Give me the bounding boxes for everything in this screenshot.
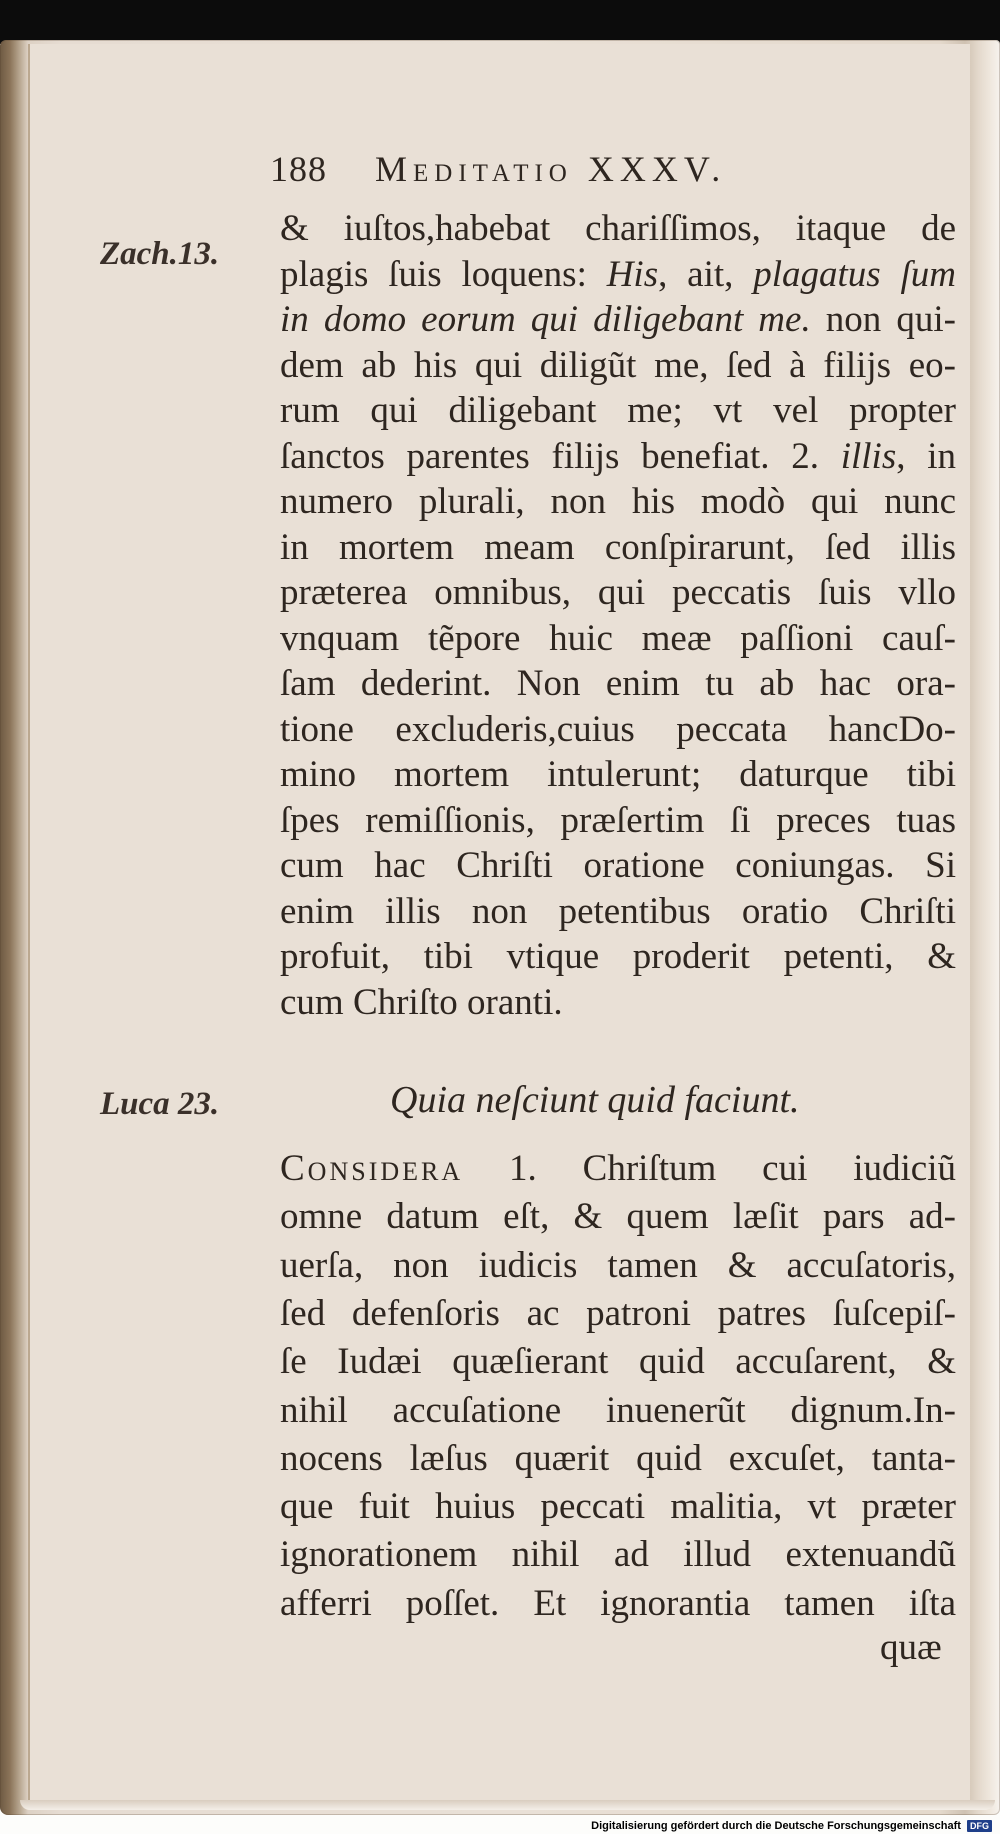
text-run: ignorationem nihil ad illud extenuandũ <box>280 1534 956 1576</box>
text-run: cum Chriſto oranti. <box>280 981 563 1023</box>
text-run: ſam dederint. Non enim tu ab hac ora- <box>280 663 956 704</box>
text-line <box>280 752 956 798</box>
text-line <box>280 1291 956 1337</box>
text-run: 1. Chriſtum cui iudiciũ <box>463 1148 956 1189</box>
text-run: ſed defenſoris ac patroni patres ſuſcepiſ- <box>280 1292 956 1334</box>
text-run: que fuit huius peccati malitia, vt præter <box>280 1486 956 1528</box>
text-run: tione excluderis,cuius peccata hancDo- <box>280 708 956 750</box>
text-line <box>280 1532 956 1578</box>
text-line <box>280 1581 956 1627</box>
text-run: , in <box>896 435 956 477</box>
text-line <box>280 206 956 252</box>
text-run: ſanctos parentes filijs benefiat. 2. <box>280 435 841 477</box>
text-run: & iuſtos,habebat chariſſimos, itaque de <box>280 208 956 249</box>
text-run: cum hac Chriſti oratione coniungas. Si <box>280 845 956 886</box>
text-line <box>280 1339 956 1385</box>
section-subheading: Quia neſciunt quid faciunt. <box>390 1079 800 1121</box>
text-run: rum qui diligebant me; vt vel propter <box>280 390 956 431</box>
margin-note-zach: Zach.13. <box>100 236 220 272</box>
text-line <box>280 980 956 1026</box>
text-run: in mortem meam conſpirarunt, ſed illis <box>280 526 956 568</box>
margin-note-luca: Luca 23. <box>100 1086 220 1122</box>
text-run: vnquam tẽpore huic meæ paſſioni cauſ- <box>280 617 956 659</box>
text-run: omne datum eſt, & quem læſit pars ad- <box>280 1196 956 1238</box>
text-line <box>280 434 956 480</box>
scan-top-border <box>0 0 1000 44</box>
text-line <box>280 1484 956 1530</box>
text-run: ſpes remiſſionis, præſertim ſi preces tuas <box>280 799 956 841</box>
text-run: , ait, <box>658 253 754 295</box>
text-run: nihil accuſatione inuenerũt dignum.In- <box>280 1389 956 1431</box>
text-run: mino mortem intulerunt; daturque tibi <box>280 754 956 795</box>
text-run: uerſa, non iudicis tamen & accuſatoris, <box>280 1244 956 1286</box>
text-line <box>280 297 956 343</box>
text-line <box>280 934 956 980</box>
text-line <box>280 479 956 525</box>
running-head-title: Meditatio XXXV. <box>375 149 727 189</box>
text-run: His <box>606 253 659 295</box>
digitization-credit <box>591 1820 992 1832</box>
text-run: præterea omnibus, qui peccatis ſuis vllo <box>280 572 956 613</box>
text-line <box>280 525 956 571</box>
text-run: illis <box>840 435 897 477</box>
text-run: Considera <box>280 1148 464 1189</box>
text-run: in domo eorum qui diligebant me. <box>280 299 811 340</box>
text-run: nocens læſus quærit quid excuſet, tanta- <box>280 1437 956 1479</box>
text-line <box>280 1436 956 1482</box>
text-line <box>280 843 956 889</box>
text-line <box>280 707 956 753</box>
text-line <box>280 570 956 616</box>
page-bottom-edge <box>20 1800 995 1810</box>
text-line <box>280 343 956 389</box>
text-line <box>280 252 956 298</box>
text-line <box>280 616 956 662</box>
text-line <box>280 889 956 935</box>
catchword: quæ <box>880 1627 942 1668</box>
text-line <box>280 798 956 844</box>
text-line <box>280 1388 956 1434</box>
text-run: plagatus ſum <box>753 253 956 295</box>
text-run: dem ab his qui diligũt me, ſed à filijs eo- <box>280 344 956 386</box>
text-run: non qui- <box>810 299 956 340</box>
text-line <box>280 661 956 707</box>
text-run: ſe Iudæi quæſierant quid accuſarent, & <box>280 1341 956 1383</box>
text-line <box>280 388 956 434</box>
credit-text: Digitalisierung gefördert durch die Deutsche Forschungsgemeinschaft <box>591 1820 961 1832</box>
text-run: afferri poſſet. Et ignorantia tamen iſta <box>280 1582 956 1624</box>
text-line <box>280 1146 956 1192</box>
text-run: profuit, tibi vtique proderit petenti, & <box>280 936 956 977</box>
text-line <box>280 1194 956 1240</box>
text-line <box>280 1243 956 1289</box>
running-head <box>270 148 726 190</box>
text-run: enim illis non petentibus oratio Chriſti <box>280 890 956 932</box>
text-run: numero plurali, non his modò qui nunc <box>280 481 956 522</box>
text-run: plagis ſuis loquens: <box>280 253 607 295</box>
dfg-logo: DFG <box>967 1820 992 1832</box>
page-number: 188 <box>270 149 327 189</box>
